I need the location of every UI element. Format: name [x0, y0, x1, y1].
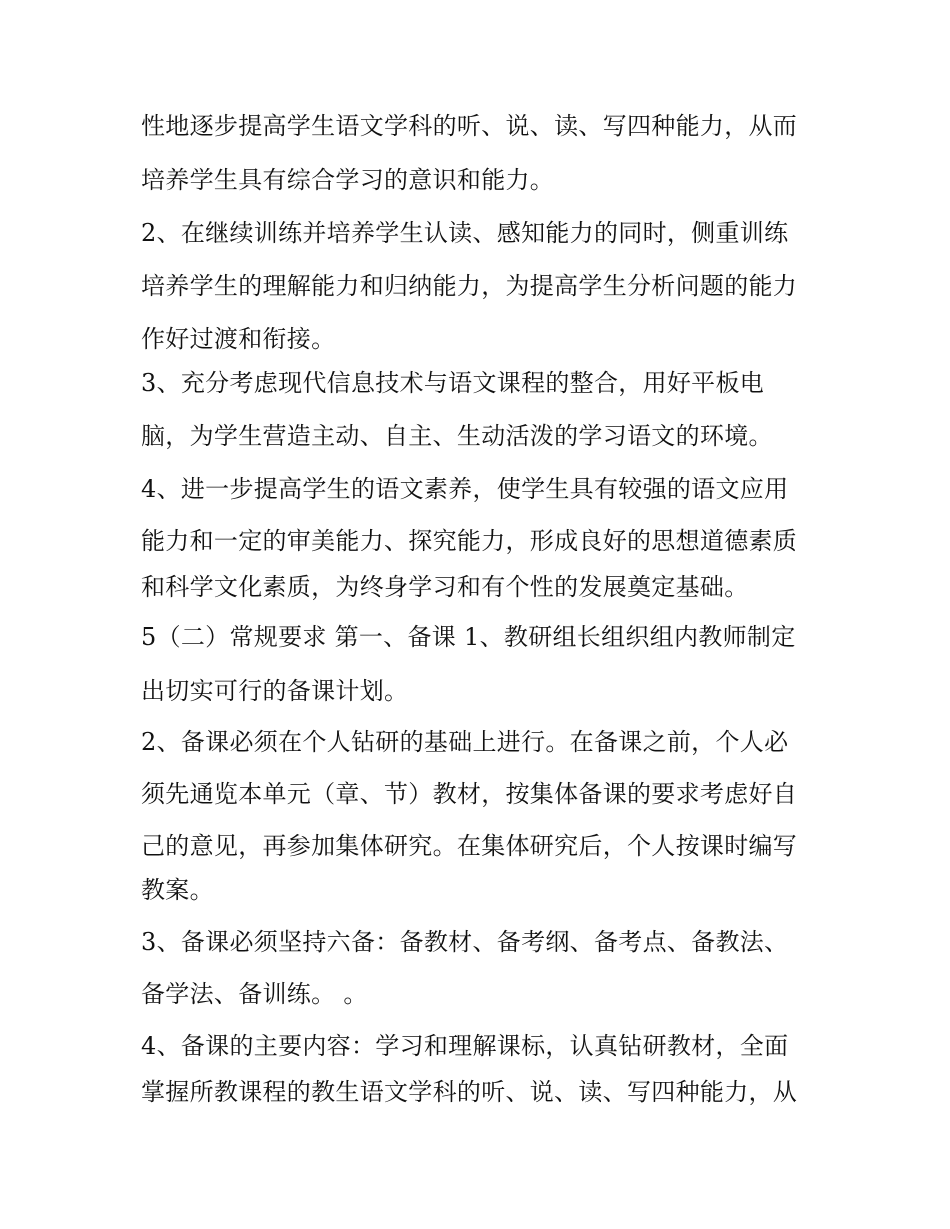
text-line: 能力和一定的审美能力、探究能力，形成良好的思想道德素质 [141, 527, 798, 555]
text-line: 和科学文化素质，为终身学习和有个性的发展奠定基础。 [141, 573, 749, 601]
text-line: 4、备课的主要内容：学习和理解课标，认真钻研教材，全面 [141, 1032, 789, 1060]
text-line: 作好过渡和衔接。 [141, 325, 336, 353]
text-line: 培养学生的理解能力和归纳能力，为提高学生分析问题的能力 [141, 272, 798, 300]
text-line: 教案。 [141, 876, 214, 904]
text-line: 2、在继续训练并培养学生认读、感知能力的同时，侧重训练 [141, 219, 789, 247]
text-line: 掌握所教课程的教生语文学科的听、说、读、写四种能力，从 [141, 1078, 798, 1106]
text-line: 己的意见，再参加集体研究。在集体研究后，个人按课时编写 [141, 832, 798, 860]
text-line: 4、进一步提高学生的语文素养，使学生具有较强的语文应用 [141, 475, 789, 503]
text-line: 脑，为学生营造主动、自主、生动活泼的学习语文的环境。 [141, 422, 773, 450]
text-line: 3、备课必须坚持六备：备教材、备考纲、备考点、备教法、 [141, 928, 789, 956]
text-line: 3、充分考虑现代信息技术与语文课程的整合，用好平板电 [141, 369, 765, 397]
text-line: 2、备课必须在个人钻研的基础上进行。在备课之前，个人必 [141, 728, 789, 756]
text-line: 性地逐步提高学生语文学科的听、说、读、写四种能力，从而 [141, 112, 798, 140]
text-line: 须先通览本单元（章、节）教材，按集体备课的要求考虑好自 [141, 780, 798, 808]
text-line: 培养学生具有综合学习的意识和能力。 [141, 166, 555, 194]
text-line: 备学法、备训练。 。 [141, 980, 368, 1008]
text-line: 出切实可行的备课计划。 [141, 677, 409, 705]
text-line: 5（二）常规要求 第一、备课 1、教研组长组织组内教师制定 [141, 623, 796, 651]
